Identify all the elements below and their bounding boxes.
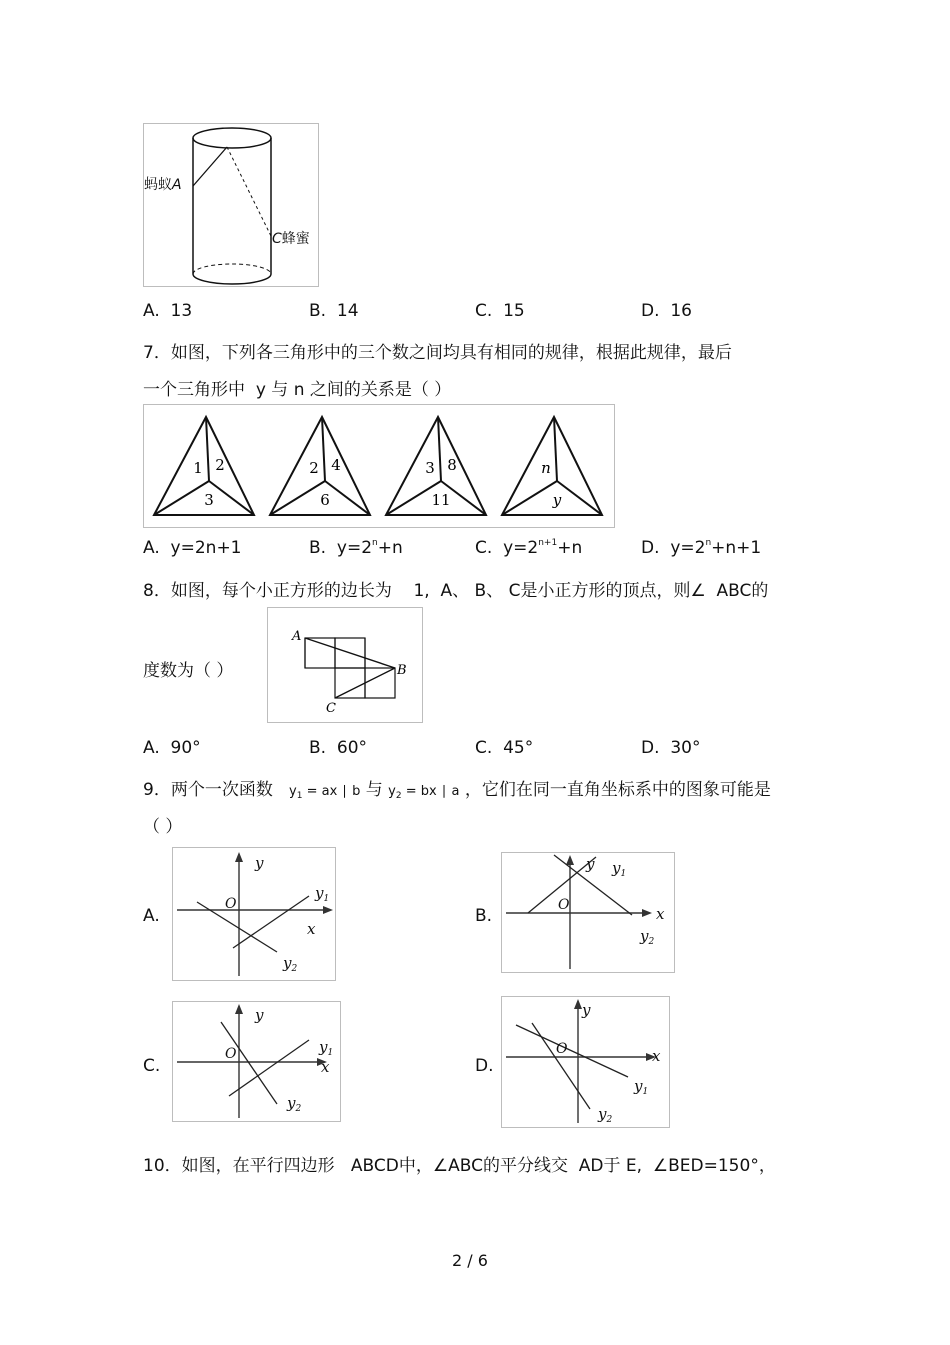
point-c-label: C bbox=[326, 701, 336, 716]
q8-option-b[interactable]: B. 60° bbox=[309, 738, 368, 758]
q8-grid-figure bbox=[267, 607, 423, 723]
y1-line-label: $y_1$ bbox=[634, 1077, 649, 1097]
q7-option-b[interactable]: B. $y=2^n+n$ bbox=[309, 538, 403, 558]
y2-line-label: $y_2$ bbox=[598, 1105, 613, 1125]
point-b-label: B bbox=[397, 663, 407, 678]
y1-line-label: $y_1$ bbox=[319, 1038, 334, 1058]
origin-label: O bbox=[556, 1041, 568, 1057]
triangle-3 bbox=[386, 417, 486, 515]
x-axis-label: x bbox=[652, 1047, 661, 1065]
triangle-1 bbox=[154, 417, 254, 515]
y-axis-label: y bbox=[582, 1001, 591, 1019]
q9-option-c-label[interactable]: C. bbox=[143, 1056, 161, 1076]
q7-option-d[interactable]: D. $y=2^n+n+1$ bbox=[641, 538, 762, 558]
triangle-4 bbox=[502, 417, 602, 515]
origin-label: O bbox=[558, 897, 570, 913]
cylinder-figure bbox=[143, 123, 319, 287]
triangle-right-number: 2 bbox=[215, 456, 225, 474]
cylinder-drawing bbox=[144, 124, 318, 286]
q8-option-d[interactable]: D. 30° bbox=[641, 738, 701, 758]
triangles-drawing bbox=[144, 405, 614, 527]
q8-line-2: 度数为（ ） bbox=[143, 661, 234, 681]
point-a-label: A bbox=[292, 629, 302, 644]
q7-option-c[interactable]: C. $y=2^{n+1}+n$ bbox=[475, 538, 583, 558]
q9-graph-a[interactable] bbox=[172, 847, 336, 981]
y-axis-label: y bbox=[255, 854, 264, 872]
q7-triangles-figure bbox=[143, 404, 615, 528]
q6-option-d[interactable]: D. 16 bbox=[641, 301, 692, 321]
ant-label: 蚂蚁A bbox=[144, 177, 182, 193]
q6-option-c[interactable]: C. 15 bbox=[475, 301, 525, 321]
q7-line-2: 一个三角形中 y 与 n 之间的关系是（ ） bbox=[143, 380, 452, 400]
triangle-right-number: 8 bbox=[447, 456, 457, 474]
triangle-left-number: 3 bbox=[425, 459, 435, 477]
triangle-bottom-number: 6 bbox=[320, 491, 330, 509]
q8-line-1: 8．如图，每个小正方形的边长为 1, A、 B、 C是小正方形的顶点，则∠ ABC的 bbox=[143, 581, 769, 601]
q8-option-a[interactable]: A. 90° bbox=[143, 738, 201, 758]
q9-graph-d[interactable] bbox=[501, 996, 670, 1128]
q9-graph-c[interactable] bbox=[172, 1001, 341, 1122]
y2-line-label: $y_2$ bbox=[283, 954, 298, 974]
q6-option-b[interactable]: B. 14 bbox=[309, 301, 359, 321]
q9-line-1: 9．两个一次函数 $y_1$ = ax ∣ b 与 $y_2$ = bx ∣ a ，它们在同一直角坐标系中的图象可能是 bbox=[143, 780, 771, 801]
triangle-bottom-number: 3 bbox=[204, 491, 214, 509]
q9-line-2: （ ） bbox=[143, 817, 183, 837]
q7-line-1: 7．如图，下列各三角形中的三个数之间均具有相同的规律，根据此规律，最后 bbox=[143, 343, 732, 363]
q6-option-a[interactable]: A. 13 bbox=[143, 301, 193, 321]
triangle-left-number: 2 bbox=[309, 459, 319, 477]
x-axis-label: x bbox=[321, 1058, 330, 1076]
triangle-right-number: 4 bbox=[331, 456, 341, 474]
q9-option-d-label[interactable]: D. bbox=[475, 1056, 494, 1076]
y1-line-label: $y_1$ bbox=[315, 884, 330, 904]
triangle-2 bbox=[270, 417, 370, 515]
origin-label: O bbox=[225, 896, 237, 912]
triangle-left-number: 1 bbox=[193, 459, 203, 477]
x-axis-label: x bbox=[307, 920, 316, 938]
q8-option-c[interactable]: C. 45° bbox=[475, 738, 534, 758]
y1-line-label: $y_1$ bbox=[612, 859, 627, 879]
q9-option-b-label[interactable]: B. bbox=[475, 906, 493, 926]
y2-line-label: $y_2$ bbox=[640, 927, 655, 947]
y2-line-label: $y_2$ bbox=[287, 1094, 302, 1114]
q10-line-1: 10．如图，在平行四边形 ABCD中，∠ABC的平分线交 AD于 E, ∠BED=150°， bbox=[143, 1156, 776, 1176]
triangle-bottom-number: y bbox=[552, 491, 562, 509]
triangle-left-number: n bbox=[541, 459, 551, 477]
x-axis-label: x bbox=[656, 905, 665, 923]
page-number: 2 / 6 bbox=[452, 1251, 488, 1270]
honey-label: C蜂蜜 bbox=[272, 231, 310, 247]
triangle-bottom-number: 11 bbox=[431, 491, 451, 509]
q9-graph-b[interactable] bbox=[501, 852, 675, 973]
grid-drawing bbox=[268, 608, 422, 722]
origin-label: O bbox=[225, 1046, 237, 1062]
y-axis-label: y bbox=[255, 1006, 264, 1024]
q9-option-a-label[interactable]: A. bbox=[143, 906, 160, 926]
y-axis-label: y bbox=[586, 855, 595, 873]
q7-option-a[interactable]: A. y=2n+1 bbox=[143, 538, 242, 558]
